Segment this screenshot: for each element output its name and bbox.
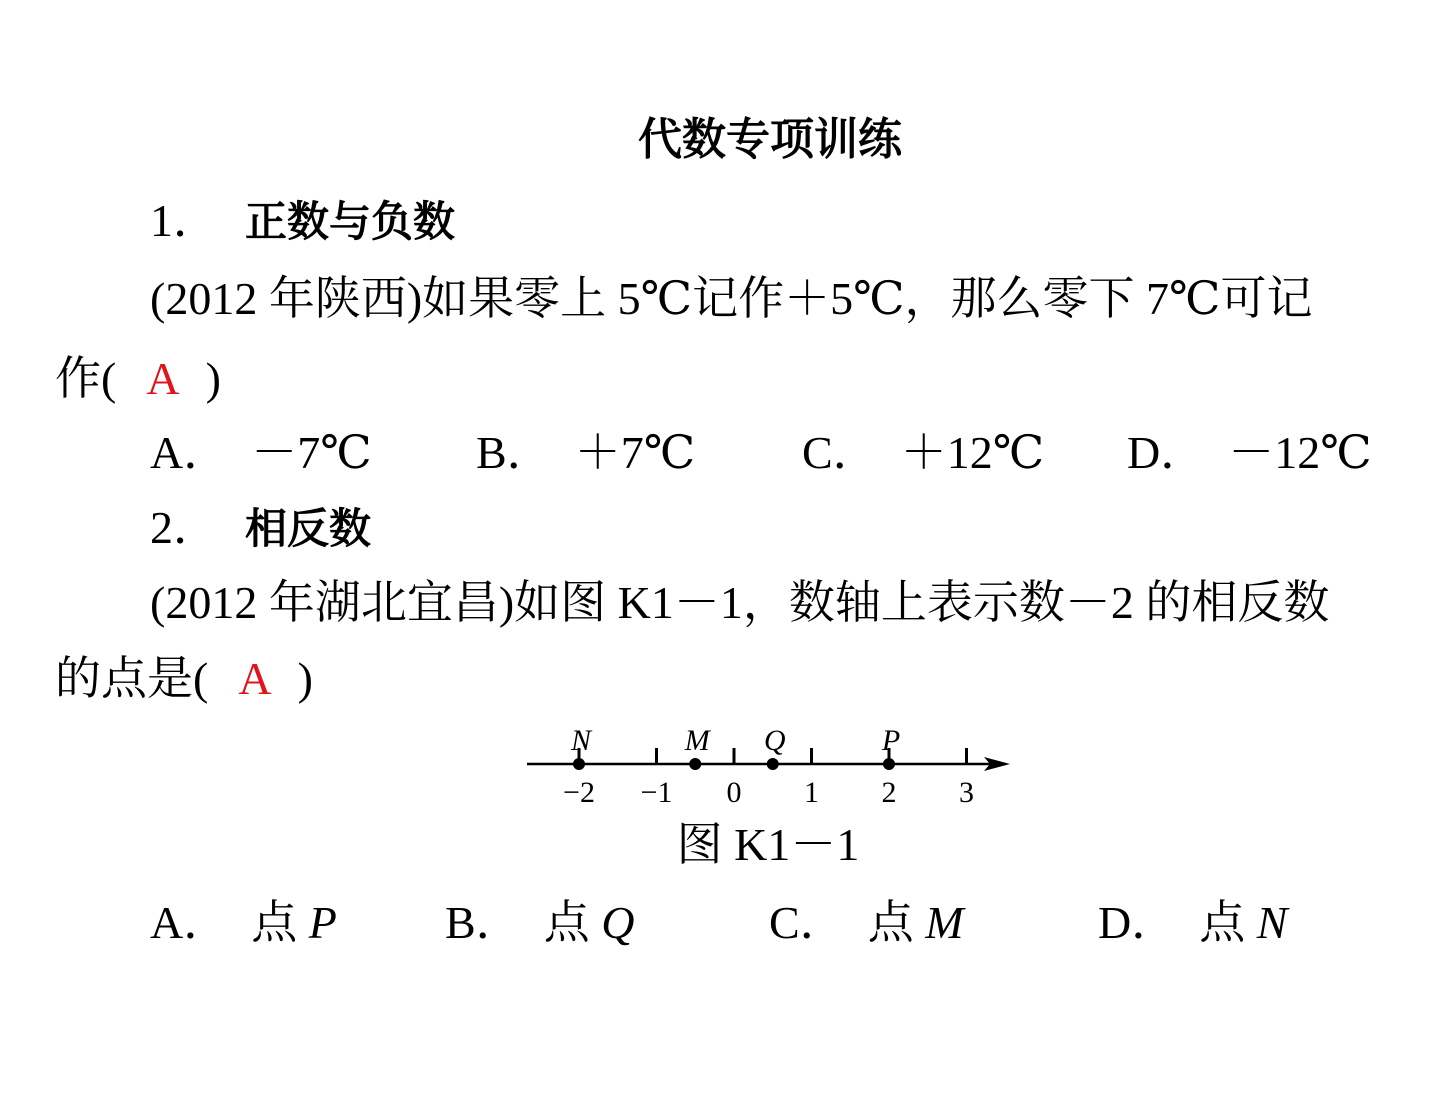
option-text: －12℃ xyxy=(1228,427,1372,478)
section1-option-d[interactable] xyxy=(1127,427,1372,478)
option-letter: D． xyxy=(1098,897,1178,948)
section2-question-prefix: 的点是( xyxy=(55,653,209,704)
point-label: N xyxy=(570,724,592,757)
option-letter: B． xyxy=(476,427,553,478)
section1-question-line2 xyxy=(55,353,221,404)
option-prefix: 点 xyxy=(867,897,926,948)
tick-label: −1 xyxy=(640,776,673,809)
option-prefix: 点 xyxy=(543,897,602,948)
point-dot xyxy=(767,758,779,770)
section1-option-c[interactable] xyxy=(802,427,1045,478)
section2-option-d[interactable] xyxy=(1098,897,1288,948)
point-dot xyxy=(573,758,585,770)
section2-question-suffix: ) xyxy=(297,653,313,704)
option-letter: A． xyxy=(150,897,230,948)
option-letter: B． xyxy=(445,897,522,948)
section2-heading-text: 相反数 xyxy=(245,504,372,553)
section2-option-b[interactable] xyxy=(445,897,635,948)
option-point: Q xyxy=(601,897,635,948)
section2-number: 2． xyxy=(150,502,219,553)
option-letter: D． xyxy=(1127,427,1207,478)
option-letter: C． xyxy=(802,427,879,478)
option-letter: A． xyxy=(150,427,230,478)
option-text xyxy=(544,897,635,948)
point-label: M xyxy=(684,724,710,757)
section1-answer: A xyxy=(146,353,180,404)
page-title: 代数专项训练 xyxy=(638,114,902,165)
section2-option-a[interactable] xyxy=(150,897,337,948)
option-prefix: 点 xyxy=(251,897,309,948)
axis-arrow xyxy=(984,757,1010,771)
tick-label: 0 xyxy=(726,776,742,809)
tick-label: 3 xyxy=(959,776,974,809)
tick-label: −2 xyxy=(563,776,595,809)
section1-option-a[interactable] xyxy=(150,427,372,478)
section1-heading-text: 正数与负数 xyxy=(245,197,456,246)
point-dot xyxy=(689,758,701,770)
option-text: ＋12℃ xyxy=(900,427,1045,478)
section1-question-line1: (2012 年陕西)如果零上 5℃记作＋5℃，那么零下 7℃可记 xyxy=(150,273,1313,324)
tick-label: 2 xyxy=(881,776,897,809)
option-prefix: 点 xyxy=(1199,897,1257,948)
section1-question-prefix: 作( xyxy=(55,353,117,404)
section2-question-line1: (2012 年湖北宜昌)如图 K1－1，数轴上表示数－2 的相反数 xyxy=(150,577,1330,628)
number-line xyxy=(527,724,1010,809)
option-letter: C． xyxy=(769,897,846,948)
point-label: Q xyxy=(763,724,786,757)
option-text xyxy=(868,897,964,948)
section1-question-suffix: ) xyxy=(205,353,221,404)
section1-heading xyxy=(150,195,456,246)
point-dot xyxy=(883,758,895,770)
figure-caption: 图 K1－1 xyxy=(676,819,860,870)
section2-question-line2 xyxy=(55,653,313,704)
option-text xyxy=(1199,897,1287,948)
option-text: ＋7℃ xyxy=(574,427,696,478)
section1-number: 1． xyxy=(150,195,219,246)
point-label: P xyxy=(881,724,901,757)
section2-option-c[interactable] xyxy=(769,897,964,948)
option-point: N xyxy=(1256,897,1288,948)
tick-label: 1 xyxy=(804,776,819,809)
option-text xyxy=(251,897,337,948)
option-point: P xyxy=(308,897,337,948)
option-text: －7℃ xyxy=(251,427,372,478)
section2-heading xyxy=(150,502,372,553)
section2-answer: A xyxy=(238,653,272,704)
option-point: M xyxy=(925,897,964,948)
section1-option-b[interactable] xyxy=(476,427,696,478)
